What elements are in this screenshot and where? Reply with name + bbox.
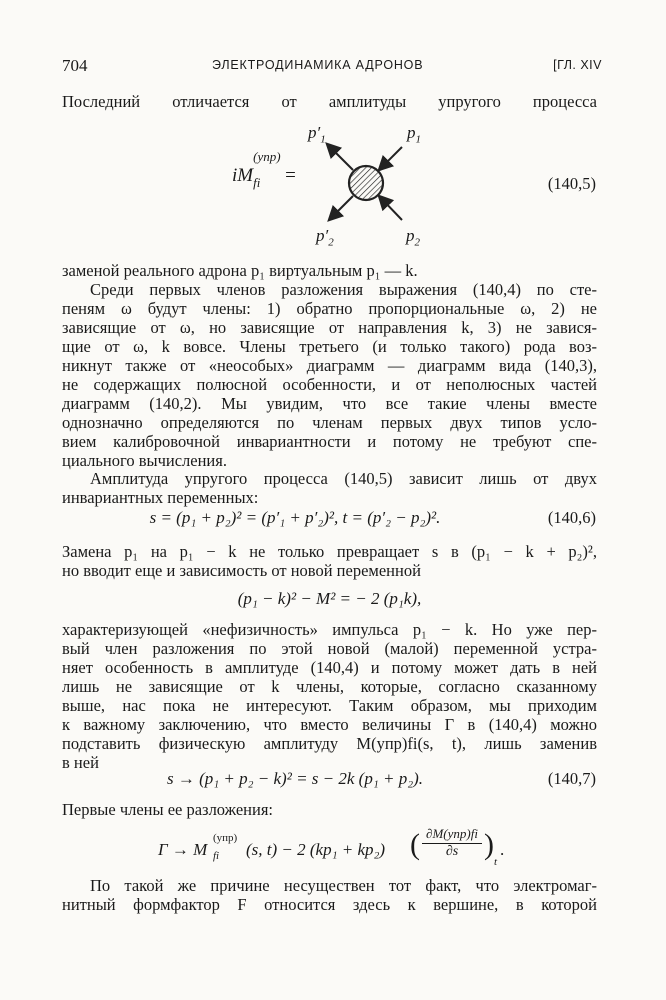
text-line: заменой реального адрона p₁ виртуальным p₁ — k. (62, 261, 418, 280)
text-line: не содержащих полюсной особенности, и от неполюсных частей (62, 375, 597, 394)
text-line: Последний отличается от амплитуды упругого процесса (62, 92, 597, 111)
arrow-p1 (380, 147, 402, 169)
text-line: вием калибровочной инвариантности и потому не требуют спе- (62, 432, 597, 451)
page-number: 704 (62, 56, 88, 75)
text-line: выше, нас пока не интересуют. Таким образом, мы приходим (62, 696, 597, 715)
text-line: однозначно определяются по членам первых двух типов усло- (62, 413, 597, 432)
equation-number: (140,5) (547, 174, 596, 193)
arrow-p2-prime (330, 196, 353, 219)
arrow-p2 (380, 197, 402, 220)
text-line: диаграмм (140,2). Мы увидим, что все такие члены вместе (62, 394, 597, 413)
text-line: нитный формфактор F относится здесь к вершине, в которой (62, 895, 597, 914)
equation-lhs: iM (упр) $_{fi}$ = (232, 149, 296, 190)
text-line: Замена p₁ на p₁ − k не только превращает s в (p₁ − k + p₂)², (62, 542, 597, 561)
arrow-p1-prime (328, 145, 353, 170)
text-line: няет особенность в амплитуде (140,4) и потому может дать в ней (62, 658, 597, 677)
text-line: циального вычисления. (62, 451, 227, 470)
text-line: вый член разложения по этой новой (малой) переменной устра- (62, 639, 597, 658)
chapter-label: [ГЛ. XIV (553, 58, 602, 72)
text-line: По такой же причине несуществен тот факт, что электромаг- (90, 876, 597, 895)
text-line: инвариантных переменных: (62, 488, 259, 507)
text-line: но вводит еще и зависимость от новой переменной (62, 561, 421, 580)
text-line: в ней (62, 753, 99, 772)
label-p1-prime: $p'_1$ (308, 123, 326, 146)
text-line: характеризующей «нефизичность» импульса p₁ − k. Но уже пер- (62, 620, 597, 639)
text-line: Среди первых членов разложения выражения (140,4) по сте- (90, 280, 597, 299)
label-p2-prime: $p'_2$ (316, 226, 334, 249)
fraction: ∂M(упр)fi ∂s (422, 826, 482, 860)
text-line: зависящие от ω, но зависящие от направления k, 3) не завися- (62, 318, 597, 337)
equation-number: (140,7) (547, 769, 596, 788)
equation-number: (140,6) (547, 508, 596, 527)
page-header (62, 56, 602, 76)
text-line: лишь не зависящие от k члены, которые, согласно сказанному (62, 677, 597, 696)
equation-140-6: s = (p₁ + p₂)² = (p′₁ + p′₂)², t = (p′₂ − p₂)². (149, 508, 441, 527)
text-line: никнут также от «неособых» диаграмм — диаграмм вида (140,3), (62, 356, 597, 375)
vertex-blob (349, 166, 383, 200)
text-line: Первые члены ее разложения: (62, 800, 273, 819)
equation-140-7: s → (p₁ + p₂ − k)² = s − 2k (p₁ + p₂). (166, 769, 424, 788)
text-line: Амплитуда упругого процесса (140,5) зависит лишь от двух (90, 469, 597, 488)
label-p2: $p_2$ (406, 226, 420, 249)
label-p1: $p_1$ (407, 123, 421, 146)
equation-invariant: (p₁ − k)² − M² = − 2 (p₁k), (237, 589, 422, 608)
book-page: 704 ЭЛЕКТРОДИНАМИКА АДРОНОВ [ГЛ. XIV Последний отличается от амплитуды упругого процесса iM (упр) $_{fi}$ = $p'_1$ $p_1$ $p'_2$ $p_2$ (140,5) заменой реального адрона p₁ виртуальным p₁ — k. Среди первых членов разложения выражения (140,4) по сте- пеням ω будут члены: 1) обратно пропорциональные ω, 2) не зависящие от ω, но зависящие от направления k, 3) не завися- щие от ω, k вовсе. Члены третьего (и только такого) рода воз- никнут также от «неособых» диаграмм — диаграмм вида (140,3), не содержащих полюсной особенности, и от неполюсных частей диаграмм (140,2). Мы увидим, что все такие члены вместе однозначно определяются по членам первых двух типов усло- вием калибровочной инвариантности и потому не требуют спе- циального вычисления. Амплитуда упругого процесса (140,5) зависит лишь от двух инвариантных переменных: s = (p₁ + p₂)² = (p′₁ + p′₂)², t = (p′₂ − p₂)². (140,6) Замена p₁ на p₁ − k не только превращает s в (p₁ − k + p₂)², но вводит еще и зависимость от новой переменной (p₁ − k)² − M² = − 2 (p₁k), характеризующей «нефизичность» импульса p₁ − k. Но уже пер- вый член разложения по этой новой (малой) переменной устра- няет особенность в амплитуде (140,4) и потому может дать в ней лишь не зависящие от k члены, которые, согласно сказанному выше, нас пока не интересуют. Таким образом, мы приходим к важному заключению, что вместо величины Γ в (140,4) можно подставить физическую амплитуду M(упр)fi(s, t), лишь заменив в ней s → (p₁ + p₂ − k)² = s − 2k (p₁ + p₂). (140,7) Первые члены ее разложения: Γ → M (упр) fi (s, t) − 2 (kp₁ + kp₂) ( ∂M(упр)fi ∂s ) t . По такой же причине несуществен тот факт, что электромаг- нитный формфактор F относится здесь к вершине, в которой (62, 56, 602, 914)
running-title: ЭЛЕКТРОДИНАМИКА АДРОНОВ (212, 58, 424, 72)
text-line: к важному заключению, что вместо величины Γ в (140,4) можно (62, 715, 597, 734)
text-line: подставить физическую амплитуду M(упр)fi(s, t), лишь заменив (62, 734, 597, 753)
text-line: пеням ω будут члены: 1) обратно пропорциональные ω, 2) не (62, 299, 597, 318)
text-line: щие от ω, k вовсе. Члены третьего (и только такого) рода воз- (62, 337, 597, 356)
